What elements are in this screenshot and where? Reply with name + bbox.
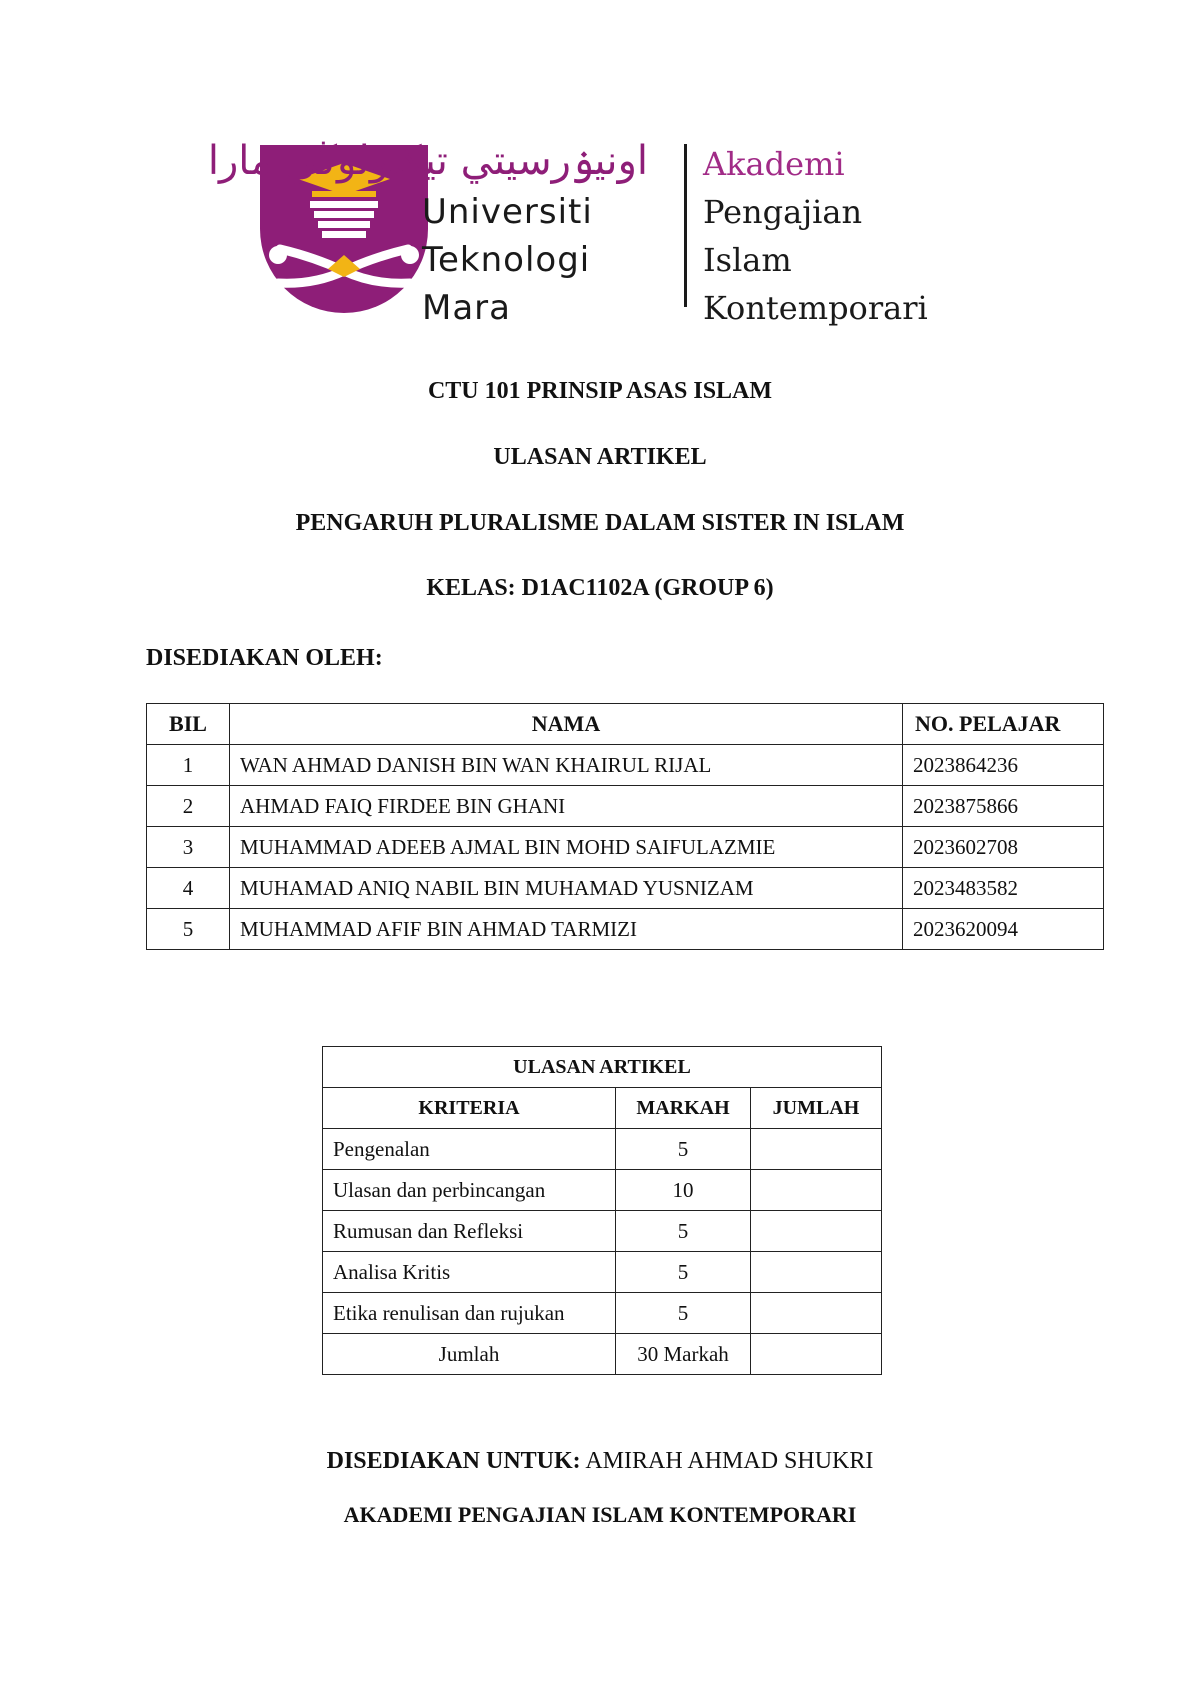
prepared-for-name: AMIRAH AHMAD SHUKRI (585, 1448, 874, 1474)
table-row (323, 1293, 882, 1334)
table-row (147, 909, 1104, 950)
assignment-title: ULASAN ARTIKEL (493, 444, 707, 470)
criteria-cell: Jumlah (323, 1334, 616, 1375)
course-title: CTU 101 PRINSIP ASAS ISLAM (427, 378, 773, 404)
header-nama: NAMA (230, 704, 903, 745)
header-bil: BIL (147, 704, 230, 745)
row-number: 1 (147, 745, 230, 786)
uitm-logo (207, 138, 960, 328)
student-id: 2023620094 (903, 909, 1104, 950)
marks-cell: 10 (616, 1170, 751, 1211)
table-row-total (323, 1334, 882, 1375)
marks-title-row (323, 1047, 882, 1088)
total-cell (751, 1170, 882, 1211)
members-header-row (147, 704, 1104, 745)
header-markah: MARKAH (616, 1088, 751, 1129)
student-name: MUHAMMAD ADEEB AJMAL BIN MOHD SAIFULAZMIE (230, 827, 903, 868)
row-number: 3 (147, 827, 230, 868)
total-cell (751, 1211, 882, 1252)
table-row (147, 827, 1104, 868)
marks-cell: 30 Markah (616, 1334, 751, 1375)
university-line-2: Teknologi (422, 240, 591, 280)
article-title: PENGARUH PLURALISME DALAM SISTER IN ISLAM (295, 510, 905, 536)
marks-cell: 5 (616, 1129, 751, 1170)
student-name: AHMAD FAIQ FIRDEE BIN GHANI (230, 786, 903, 827)
marks-table (322, 1046, 882, 1375)
total-cell (751, 1129, 882, 1170)
header-kriteria: KRITERIA (323, 1088, 616, 1129)
criteria-cell: Rumusan dan Refleksi (323, 1211, 616, 1252)
criteria-cell: Pengenalan (323, 1129, 616, 1170)
university-line-1: Universiti (422, 192, 593, 232)
student-name: MUHAMAD ANIQ NABIL BIN MUHAMAD YUSNIZAM (230, 868, 903, 909)
header-jumlah: JUMLAH (751, 1088, 882, 1129)
prepared-for-label: DISEDIAKAN UNTUK: (326, 1448, 581, 1474)
marks-cell: 5 (616, 1293, 751, 1334)
university-line-3: Mara (422, 288, 511, 328)
marks-header-row (323, 1088, 882, 1129)
prepared-for (0, 1448, 1200, 1475)
marks-cell: 5 (616, 1252, 751, 1293)
table-row (323, 1129, 882, 1170)
class-label: KELAS: D1AC1102A (GROUP 6) (426, 575, 774, 601)
jawi-university-name: اونيۏرسيتي تيكنولوڬي مارا (207, 138, 648, 184)
student-name: MUHAMMAD AFIF BIN AHMAD TARMIZI (230, 909, 903, 950)
akademi-label: Akademi (703, 145, 845, 183)
akademi-line-3: Kontemporari (703, 289, 928, 327)
row-number: 5 (147, 909, 230, 950)
total-cell (751, 1334, 882, 1375)
akademi-name (703, 140, 960, 332)
header-no-pelajar: NO. PELAJAR (903, 704, 1104, 745)
marks-cell: 5 (616, 1211, 751, 1252)
table-row (323, 1252, 882, 1293)
akademi-line-2: Pengajian Islam (703, 193, 863, 279)
criteria-cell: Etika renulisan dan rujukan (323, 1293, 616, 1334)
row-number: 4 (147, 868, 230, 909)
table-row (147, 745, 1104, 786)
student-id: 2023864236 (903, 745, 1104, 786)
table-row (323, 1170, 882, 1211)
table-row (147, 786, 1104, 827)
row-number: 2 (147, 786, 230, 827)
prepared-by-label: DISEDIAKAN OLEH: (146, 645, 383, 671)
table-row (147, 868, 1104, 909)
student-name: WAN AHMAD DANISH BIN WAN KHAIRUL RIJAL (230, 745, 903, 786)
members-table (146, 703, 1104, 950)
criteria-cell: Analisa Kritis (323, 1252, 616, 1293)
criteria-cell: Ulasan dan perbincangan (323, 1170, 616, 1211)
table-row (323, 1211, 882, 1252)
university-name (422, 188, 593, 332)
department-name: AKADEMI PENGAJIAN ISLAM KONTEMPORARI (343, 1502, 857, 1527)
logo-divider (684, 144, 687, 307)
student-id: 2023602708 (903, 827, 1104, 868)
total-cell (751, 1252, 882, 1293)
total-cell (751, 1293, 882, 1334)
marks-table-title: ULASAN ARTIKEL (323, 1047, 882, 1088)
student-id: 2023875866 (903, 786, 1104, 827)
student-id: 2023483582 (903, 868, 1104, 909)
